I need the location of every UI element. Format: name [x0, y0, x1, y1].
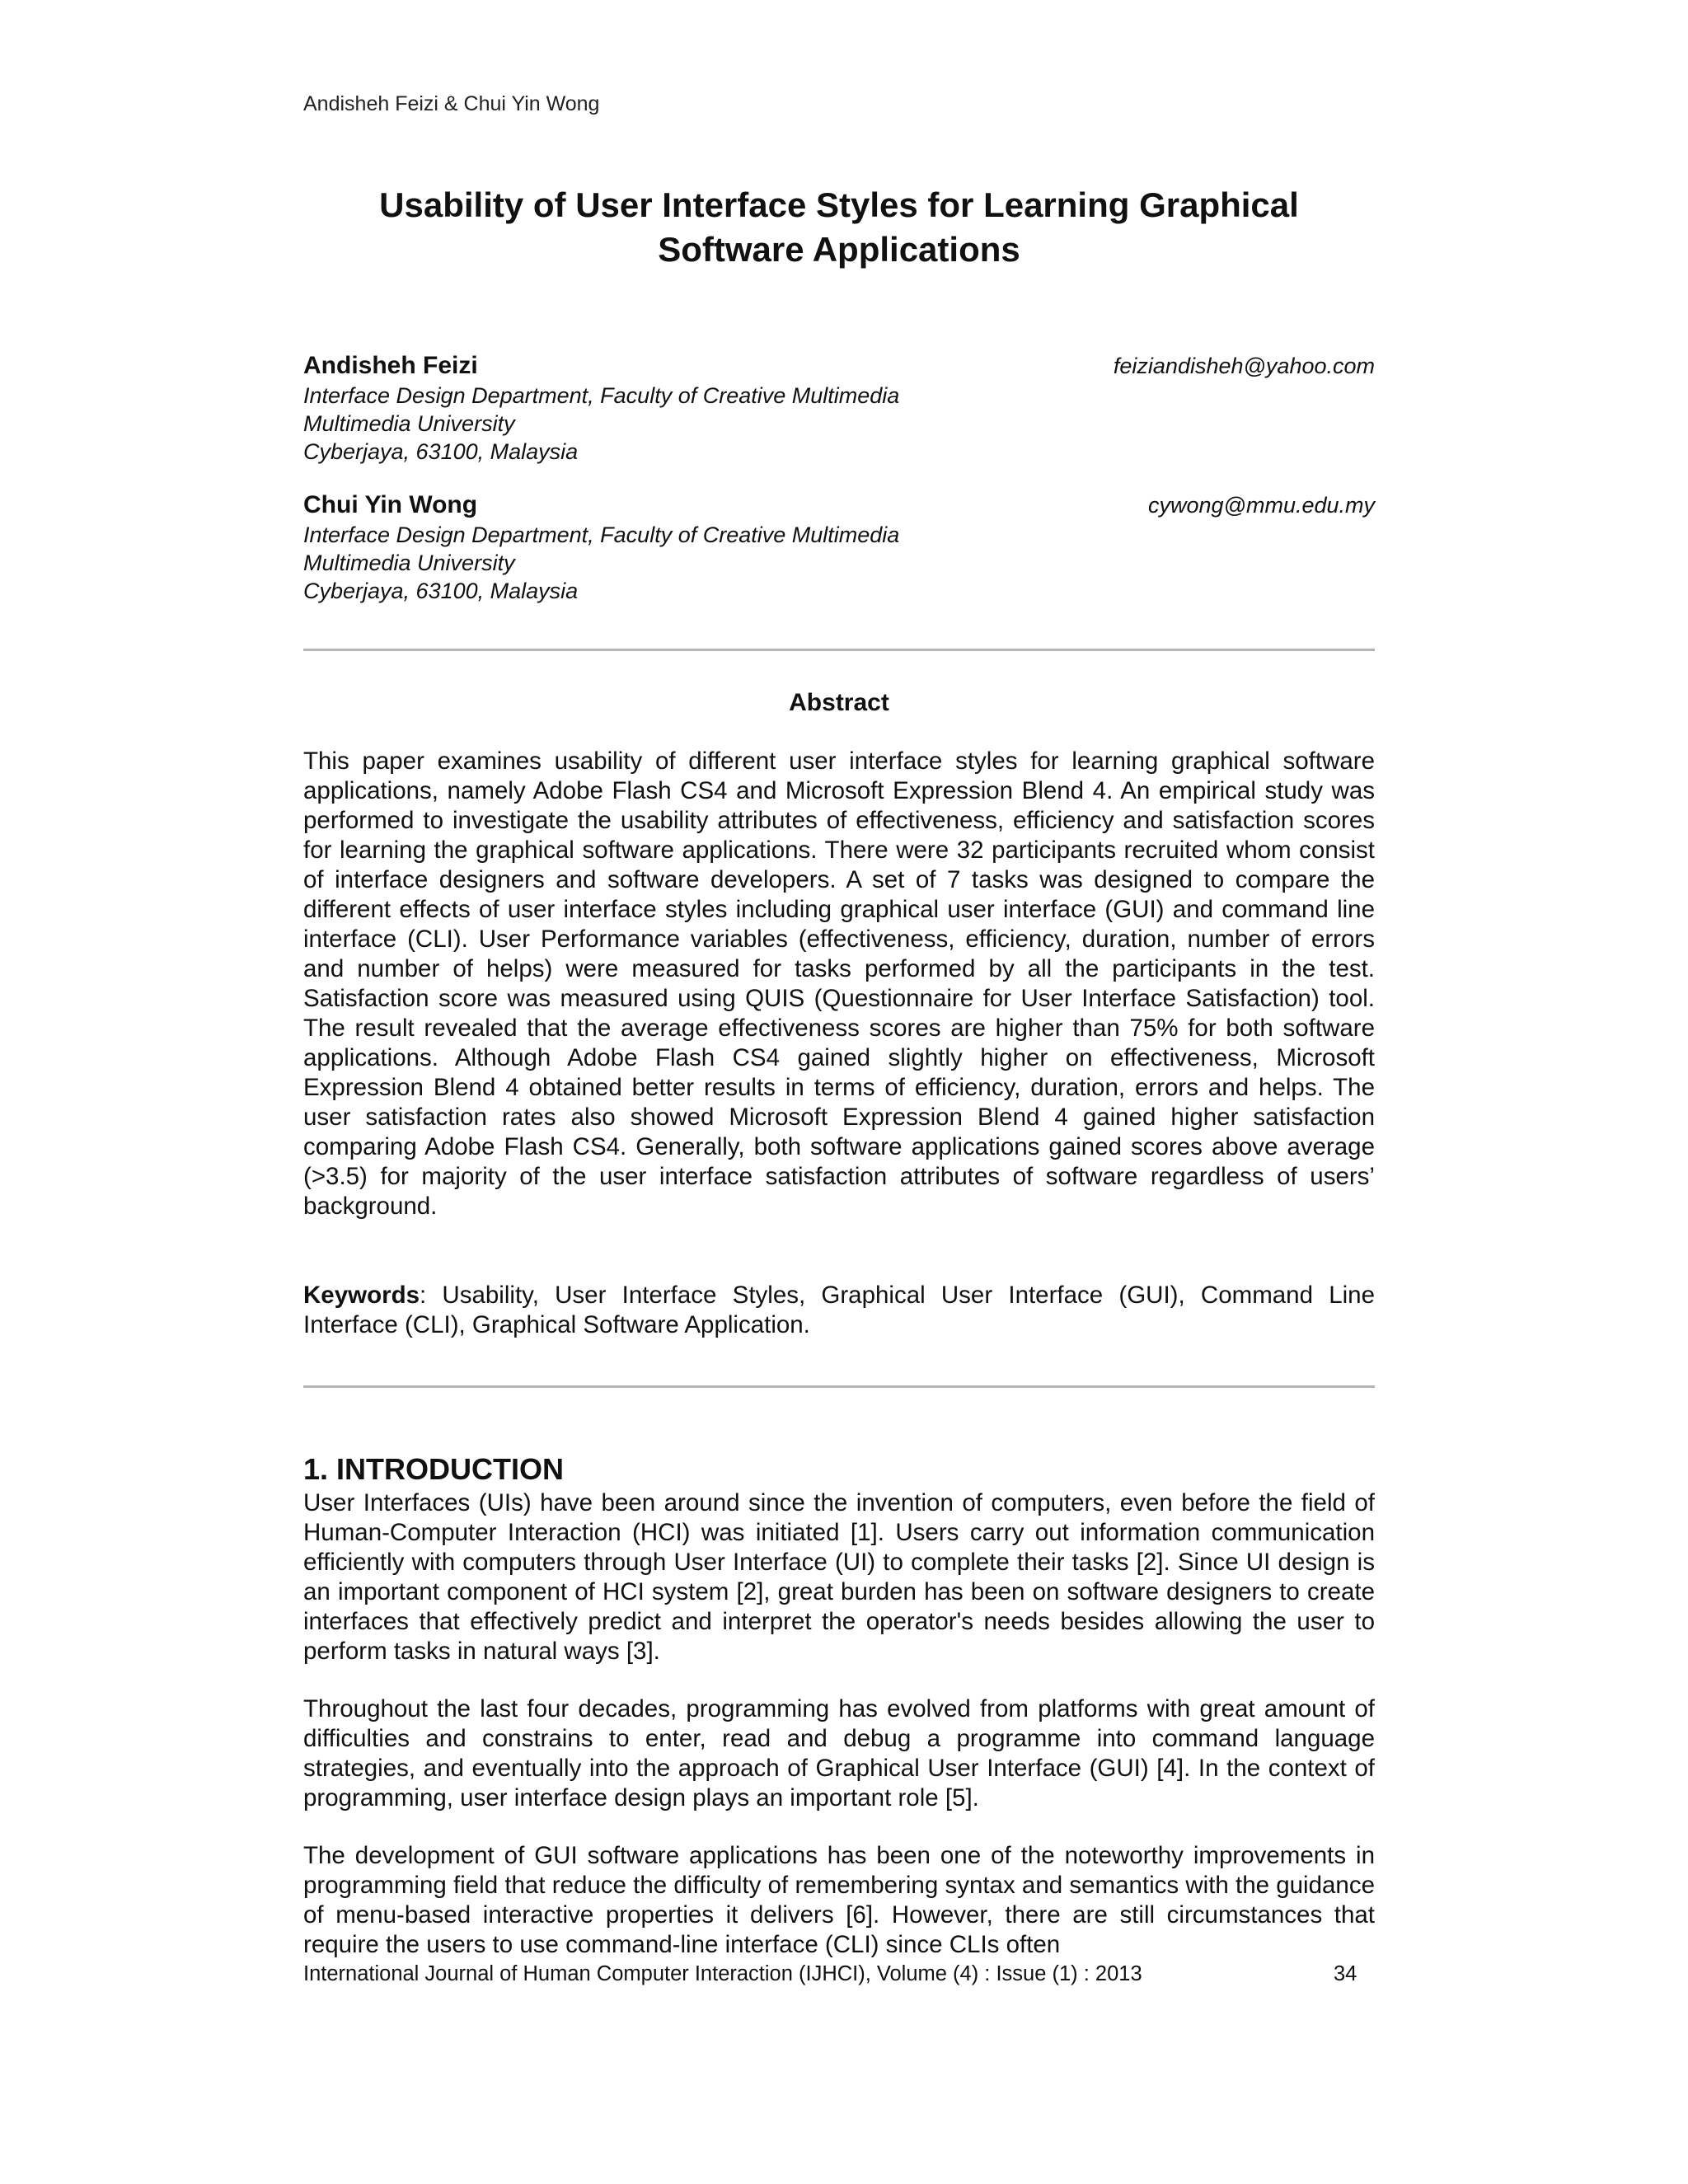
- author-affiliation-location: Cyberjaya, 63100, Malaysia: [303, 579, 579, 603]
- abstract-heading: Abstract: [789, 689, 889, 716]
- author-email: feiziandisheh@yahoo.com: [1113, 354, 1375, 378]
- running-header: Andisheh Feizi & Chui Yin Wong: [303, 92, 600, 115]
- author-affiliation-university: Multimedia University: [303, 411, 515, 436]
- page-number: 34: [1334, 1962, 1357, 1985]
- author-block-2: [303, 490, 1375, 605]
- keywords-paragraph: [303, 1281, 1375, 1340]
- section-heading-introduction: 1. INTRODUCTION: [303, 1452, 565, 1486]
- keywords-label: Keywords: [303, 1282, 420, 1309]
- title-line-1: Usability of User Interface Styles for Learning Graphical: [379, 185, 1299, 224]
- author-affiliation-department: Interface Design Department, Faculty of Creative Multimedia: [303, 523, 900, 547]
- title-line-2: Software Applications: [658, 230, 1020, 269]
- paper-title: [303, 183, 1375, 272]
- author-name: Andisheh Feizi: [303, 352, 478, 379]
- journal-footer: International Journal of Human Computer Interaction (IJHCI), Volume (4) : Issue (1) : 2013: [303, 1962, 1142, 1985]
- author-name: Chui Yin Wong: [303, 491, 478, 518]
- author-affiliation-location: Cyberjaya, 63100, Malaysia: [303, 439, 579, 464]
- intro-paragraph-2: Throughout the last four decades, programming has evolved from platforms with great amount of difficulties and constrains to enter, read and debug a programme into command language strategies, and eventually into the approach of Graphical User Interface (GUI) [4]. In the context of programming, user interface design plays an important role [5].: [303, 1695, 1375, 1811]
- author-email: cywong@mmu.edu.my: [1148, 493, 1375, 518]
- author-affiliation-university: Multimedia University: [303, 551, 515, 575]
- divider-top: [303, 649, 1375, 651]
- intro-paragraph-3: The development of GUI software applications has been one of the noteworthy improvements in programming field that reduce the difficulty of remembering syntax and semantics with the guidance of menu-based interactive properties it delivers [6]. However, there are still circumstances that require the users to use command-line interface (CLI) since CLIs often: [303, 1842, 1375, 1958]
- divider-bottom: [303, 1385, 1375, 1388]
- author-affiliation-department: Interface Design Department, Faculty of Creative Multimedia: [303, 383, 900, 408]
- author-block-1: [303, 350, 1375, 466]
- keywords-text: : Usability, User Interface Styles, Graphical User Interface (GUI), Command Line Interface (CLI), Graphical Software Application.: [303, 1282, 1375, 1338]
- intro-paragraph-1: User Interfaces (UIs) have been around since the invention of computers, even before the field of Human-Computer Interaction (HCI) was initiated [1]. Users carry out information communication efficiently with computers through User Interface (UI) to complete their tasks [2]. Since UI design is an important component of HCI system [2], great burden has been on software designers to create interfaces that effectively predict and interpret the operator's needs besides allowing the user to perform tasks in natural ways [3].: [303, 1489, 1375, 1665]
- abstract-text: This paper examines usability of different user interface styles for learning graphical software applications, namely Adobe Flash CS4 and Microsoft Expression Blend 4. An empirical study was performed to investigate the usability attributes of effectiveness, efficiency and satisfaction scores for learning the graphical software applications. There were 32 participants recruited whom consist of interface designers and software developers. A set of 7 tasks was designed to compare the different effects of user interface styles including graphical user interface (GUI) and command line interface (CLI). User Performance variables (effectiveness, efficiency, duration, number of errors and number of helps) were measured for tasks performed by all the participants in the test. Satisfaction score was measured using QUIS (Questionnaire for User Interface Satisfaction) tool. The result revealed that the average effectiveness scores are higher than 75% for both software applications. Although Adobe Flash CS4 gained slightly higher on effectiveness, Microsoft Expression Blend 4 obtained better results in terms of efficiency, duration, errors and helps. The user satisfaction rates also showed Microsoft Expression Blend 4 gained higher satisfaction comparing Adobe Flash CS4. Generally, both software applications gained scores above average (>3.5) for majority of the user interface satisfaction attributes of software regardless of users’ background.: [303, 748, 1375, 1220]
